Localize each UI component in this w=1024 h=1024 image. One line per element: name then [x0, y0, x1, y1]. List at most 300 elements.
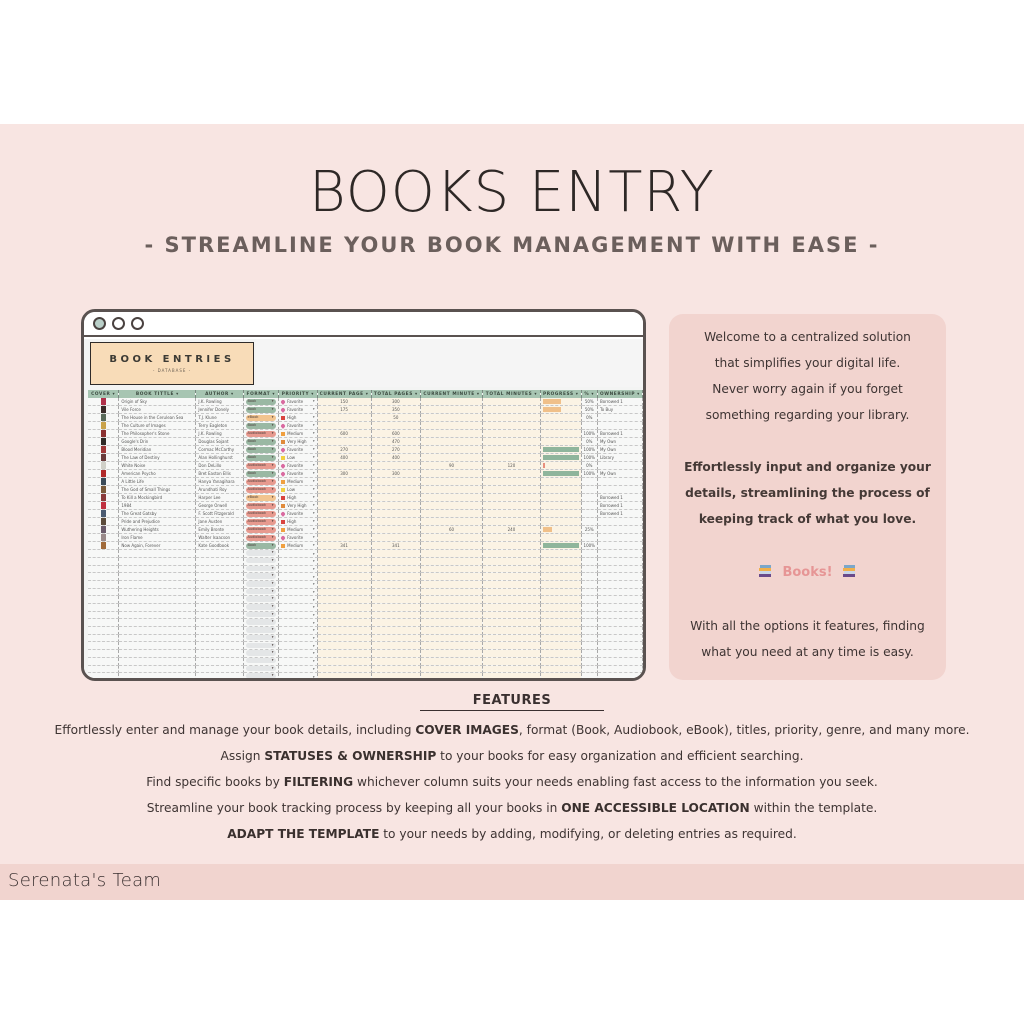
- empty-cell[interactable]: [421, 557, 483, 565]
- format-cell[interactable]: [243, 438, 279, 446]
- empty-cell[interactable]: [119, 634, 196, 642]
- empty-cell[interactable]: [581, 634, 597, 642]
- empty-cell[interactable]: [482, 550, 540, 558]
- empty-table-row[interactable]: [88, 604, 643, 612]
- chevron-down-icon[interactable]: ▾: [312, 620, 315, 625]
- empty-cell[interactable]: [371, 657, 421, 665]
- empty-cell[interactable]: [421, 573, 483, 581]
- empty-cell[interactable]: [581, 565, 597, 573]
- empty-cell[interactable]: [597, 650, 642, 658]
- empty-cell[interactable]: [541, 557, 582, 565]
- total-pages-cell[interactable]: 350: [371, 406, 421, 414]
- current-minute-cell[interactable]: [421, 478, 483, 486]
- empty-cell[interactable]: [279, 596, 317, 604]
- total-minutes-cell[interactable]: 240: [482, 526, 540, 534]
- empty-cell[interactable]: [119, 565, 196, 573]
- format-cell[interactable]: [243, 534, 279, 542]
- total-pages-cell[interactable]: [371, 510, 421, 518]
- table-row[interactable]: [88, 486, 643, 494]
- ownership-cell[interactable]: Borrowed 1: [597, 502, 642, 510]
- empty-cell[interactable]: [119, 642, 196, 650]
- author-cell[interactable]: Alan Hollinghurst: [196, 454, 243, 462]
- empty-cell[interactable]: [88, 604, 119, 612]
- author-cell[interactable]: Emily Bronte: [196, 526, 243, 534]
- format-cell[interactable]: [243, 518, 279, 526]
- column-header-current-minute[interactable]: CURRENT MINUTE ▾: [421, 390, 483, 398]
- empty-cell[interactable]: [317, 673, 371, 679]
- empty-cell[interactable]: [541, 665, 582, 673]
- window-maximize-button[interactable]: [131, 317, 144, 330]
- format-cell[interactable]: [243, 526, 279, 534]
- empty-cell[interactable]: [482, 642, 540, 650]
- format-dropdown[interactable]: Audiobook ▾: [246, 535, 276, 541]
- format-dropdown[interactable]: Audiobook ▾: [246, 503, 276, 509]
- empty-cell[interactable]: [279, 619, 317, 627]
- title-cell[interactable]: Origin of Sky: [119, 398, 196, 406]
- title-cell[interactable]: Pride and Prejudice: [119, 518, 196, 526]
- format-dropdown[interactable]: [246, 650, 276, 656]
- ownership-cell[interactable]: Borrowed 1: [597, 494, 642, 502]
- empty-cell[interactable]: [597, 657, 642, 665]
- priority-cell[interactable]: [279, 398, 317, 406]
- empty-cell[interactable]: [597, 673, 642, 679]
- column-header-cover[interactable]: COVER ▾: [88, 390, 119, 398]
- empty-cell[interactable]: [243, 657, 279, 665]
- empty-cell[interactable]: [88, 627, 119, 635]
- title-cell[interactable]: White Noise: [119, 462, 196, 470]
- empty-cell[interactable]: [317, 565, 371, 573]
- current-minute-cell[interactable]: 60: [421, 526, 483, 534]
- priority-cell[interactable]: [279, 454, 317, 462]
- total-pages-cell[interactable]: [371, 526, 421, 534]
- empty-cell[interactable]: [371, 611, 421, 619]
- empty-cell[interactable]: [119, 573, 196, 581]
- empty-cell[interactable]: [88, 588, 119, 596]
- ownership-cell[interactable]: [597, 518, 642, 526]
- empty-cell[interactable]: [317, 642, 371, 650]
- empty-cell[interactable]: [243, 565, 279, 573]
- current-page-cell[interactable]: 300: [317, 470, 371, 478]
- empty-table-row[interactable]: [88, 619, 643, 627]
- empty-table-row[interactable]: [88, 634, 643, 642]
- empty-cell[interactable]: [541, 642, 582, 650]
- format-dropdown[interactable]: Book ▾: [246, 439, 276, 445]
- empty-cell[interactable]: [279, 657, 317, 665]
- empty-cell[interactable]: [597, 642, 642, 650]
- author-cell[interactable]: Harper Lee: [196, 494, 243, 502]
- total-minutes-cell[interactable]: [482, 430, 540, 438]
- author-cell[interactable]: Walter Isaacson: [196, 534, 243, 542]
- table-row[interactable]: [88, 542, 643, 550]
- empty-table-row[interactable]: [88, 580, 643, 588]
- chevron-down-icon[interactable]: ▾: [312, 628, 315, 633]
- empty-cell[interactable]: [119, 665, 196, 673]
- current-minute-cell[interactable]: [421, 422, 483, 430]
- empty-cell[interactable]: [119, 550, 196, 558]
- total-minutes-cell[interactable]: 120: [482, 462, 540, 470]
- empty-table-row[interactable]: [88, 642, 643, 650]
- priority-cell[interactable]: [279, 414, 317, 422]
- empty-cell[interactable]: [421, 550, 483, 558]
- table-row[interactable]: [88, 422, 643, 430]
- author-cell[interactable]: Terry Eagleton: [196, 422, 243, 430]
- empty-cell[interactable]: [243, 550, 279, 558]
- column-header-progress[interactable]: PROGRESS ▾: [541, 390, 582, 398]
- priority-cell[interactable]: [279, 526, 317, 534]
- empty-cell[interactable]: [317, 611, 371, 619]
- current-minute-cell[interactable]: 90: [421, 462, 483, 470]
- format-cell[interactable]: [243, 494, 279, 502]
- empty-cell[interactable]: [541, 673, 582, 679]
- chevron-down-icon[interactable]: ▾: [312, 463, 315, 468]
- priority-cell[interactable]: [279, 478, 317, 486]
- empty-table-row[interactable]: [88, 650, 643, 658]
- chevron-down-icon[interactable]: ▾: [312, 574, 315, 579]
- empty-cell[interactable]: [421, 580, 483, 588]
- format-dropdown[interactable]: [246, 643, 276, 649]
- empty-cell[interactable]: [482, 604, 540, 612]
- empty-cell[interactable]: [581, 588, 597, 596]
- total-minutes-cell[interactable]: [482, 398, 540, 406]
- format-dropdown[interactable]: Audiobook ▾: [246, 511, 276, 517]
- priority-cell[interactable]: [279, 502, 317, 510]
- chevron-down-icon[interactable]: ▾: [312, 543, 315, 548]
- empty-cell[interactable]: [279, 557, 317, 565]
- chevron-down-icon[interactable]: ▾: [312, 511, 315, 516]
- empty-cell[interactable]: [597, 580, 642, 588]
- empty-cell[interactable]: [243, 580, 279, 588]
- format-dropdown[interactable]: Audiobook ▾: [246, 487, 276, 493]
- format-cell[interactable]: [243, 478, 279, 486]
- current-page-cell[interactable]: [317, 510, 371, 518]
- format-dropdown[interactable]: [246, 596, 276, 602]
- current-page-cell[interactable]: [317, 462, 371, 470]
- empty-cell[interactable]: [88, 550, 119, 558]
- format-cell[interactable]: [243, 510, 279, 518]
- total-minutes-cell[interactable]: [482, 510, 540, 518]
- empty-cell[interactable]: [119, 657, 196, 665]
- empty-cell[interactable]: [421, 588, 483, 596]
- current-minute-cell[interactable]: [421, 470, 483, 478]
- title-cell[interactable]: The Law of Destiny: [119, 454, 196, 462]
- author-cell[interactable]: Douglas Sojant: [196, 438, 243, 446]
- empty-cell[interactable]: [482, 557, 540, 565]
- title-cell[interactable]: Blood Meridian: [119, 446, 196, 454]
- empty-cell[interactable]: [581, 611, 597, 619]
- current-page-cell[interactable]: [317, 494, 371, 502]
- title-cell[interactable]: Vile Force: [119, 406, 196, 414]
- empty-cell[interactable]: [119, 580, 196, 588]
- chevron-down-icon[interactable]: ▾: [312, 589, 315, 594]
- empty-cell[interactable]: [317, 604, 371, 612]
- empty-cell[interactable]: [196, 619, 243, 627]
- chevron-down-icon[interactable]: ▾: [312, 551, 315, 556]
- empty-cell[interactable]: [421, 665, 483, 673]
- chevron-down-icon[interactable]: ▾: [312, 636, 315, 641]
- chevron-down-icon[interactable]: ▾: [312, 535, 315, 540]
- table-row[interactable]: [88, 526, 643, 534]
- current-minute-cell[interactable]: [421, 542, 483, 550]
- empty-cell[interactable]: [597, 550, 642, 558]
- empty-cell[interactable]: [541, 657, 582, 665]
- format-cell[interactable]: [243, 446, 279, 454]
- column-header-format[interactable]: FORMAT ▾: [243, 390, 279, 398]
- total-minutes-cell[interactable]: [482, 502, 540, 510]
- current-minute-cell[interactable]: [421, 510, 483, 518]
- empty-cell[interactable]: [196, 573, 243, 581]
- total-pages-cell[interactable]: 270: [371, 446, 421, 454]
- column-header-total-minutes[interactable]: TOTAL MINUTES ▾: [482, 390, 540, 398]
- empty-cell[interactable]: [279, 673, 317, 679]
- current-page-cell[interactable]: [317, 438, 371, 446]
- empty-cell[interactable]: [597, 565, 642, 573]
- format-dropdown[interactable]: Book ▾: [246, 447, 276, 453]
- total-pages-cell[interactable]: [371, 486, 421, 494]
- current-page-cell[interactable]: 600: [317, 430, 371, 438]
- chevron-down-icon[interactable]: ▾: [312, 566, 315, 571]
- empty-table-row[interactable]: [88, 627, 643, 635]
- priority-cell[interactable]: [279, 518, 317, 526]
- current-page-cell[interactable]: [317, 486, 371, 494]
- format-dropdown[interactable]: [246, 666, 276, 672]
- empty-cell[interactable]: [196, 665, 243, 673]
- author-cell[interactable]: Kate Goodbook: [196, 542, 243, 550]
- current-page-cell[interactable]: [317, 478, 371, 486]
- total-minutes-cell[interactable]: [482, 454, 540, 462]
- current-page-cell[interactable]: [317, 414, 371, 422]
- format-dropdown[interactable]: eBook ▾: [246, 415, 276, 421]
- current-minute-cell[interactable]: [421, 502, 483, 510]
- empty-cell[interactable]: [88, 573, 119, 581]
- empty-cell[interactable]: [196, 596, 243, 604]
- empty-cell[interactable]: [88, 557, 119, 565]
- title-cell[interactable]: 1984: [119, 502, 196, 510]
- empty-cell[interactable]: [597, 619, 642, 627]
- empty-cell[interactable]: [279, 634, 317, 642]
- empty-cell[interactable]: [196, 673, 243, 679]
- empty-cell[interactable]: [597, 634, 642, 642]
- total-pages-cell[interactable]: [371, 494, 421, 502]
- empty-cell[interactable]: [196, 642, 243, 650]
- empty-table-row[interactable]: [88, 573, 643, 581]
- format-cell[interactable]: [243, 422, 279, 430]
- empty-cell[interactable]: [482, 650, 540, 658]
- current-minute-cell[interactable]: [421, 486, 483, 494]
- column-header--[interactable]: % ▾: [581, 390, 597, 398]
- empty-cell[interactable]: [421, 596, 483, 604]
- title-cell[interactable]: A Little Life: [119, 478, 196, 486]
- format-dropdown[interactable]: [246, 566, 276, 572]
- empty-cell[interactable]: [581, 573, 597, 581]
- format-dropdown[interactable]: Audiobook ▾: [246, 463, 276, 469]
- empty-cell[interactable]: [371, 596, 421, 604]
- author-cell[interactable]: Hanya Yanagihara: [196, 478, 243, 486]
- current-page-cell[interactable]: [317, 502, 371, 510]
- priority-cell[interactable]: [279, 430, 317, 438]
- empty-cell[interactable]: [421, 565, 483, 573]
- empty-cell[interactable]: [243, 634, 279, 642]
- author-cell[interactable]: J.K. Rowling: [196, 430, 243, 438]
- empty-cell[interactable]: [541, 550, 582, 558]
- table-row[interactable]: [88, 510, 643, 518]
- empty-cell[interactable]: [371, 673, 421, 679]
- chevron-down-icon[interactable]: ▾: [312, 471, 315, 476]
- chevron-down-icon[interactable]: ▾: [312, 582, 315, 587]
- format-dropdown[interactable]: Book ▾: [246, 423, 276, 429]
- format-dropdown[interactable]: Audiobook ▾: [246, 479, 276, 485]
- author-cell[interactable]: Cormac McCarthy: [196, 446, 243, 454]
- total-minutes-cell[interactable]: [482, 486, 540, 494]
- empty-cell[interactable]: [421, 611, 483, 619]
- total-minutes-cell[interactable]: [482, 438, 540, 446]
- empty-cell[interactable]: [581, 650, 597, 658]
- empty-cell[interactable]: [279, 665, 317, 673]
- ownership-cell[interactable]: Library: [597, 454, 642, 462]
- chevron-down-icon[interactable]: ▾: [312, 519, 315, 524]
- current-page-cell[interactable]: 150: [317, 398, 371, 406]
- empty-cell[interactable]: [581, 665, 597, 673]
- chevron-down-icon[interactable]: ▾: [312, 666, 315, 671]
- current-page-cell[interactable]: [317, 526, 371, 534]
- empty-cell[interactable]: [482, 627, 540, 635]
- empty-cell[interactable]: [541, 627, 582, 635]
- total-minutes-cell[interactable]: [482, 494, 540, 502]
- current-page-cell[interactable]: [317, 518, 371, 526]
- empty-cell[interactable]: [88, 611, 119, 619]
- total-pages-cell[interactable]: [371, 462, 421, 470]
- empty-cell[interactable]: [371, 580, 421, 588]
- empty-cell[interactable]: [243, 673, 279, 679]
- table-row[interactable]: [88, 534, 643, 542]
- empty-cell[interactable]: [317, 588, 371, 596]
- chevron-down-icon[interactable]: ▾: [312, 503, 315, 508]
- empty-cell[interactable]: [196, 550, 243, 558]
- author-cell[interactable]: Jennifer Donely: [196, 406, 243, 414]
- empty-table-row[interactable]: [88, 673, 643, 679]
- empty-cell[interactable]: [597, 573, 642, 581]
- empty-cell[interactable]: [243, 588, 279, 596]
- empty-cell[interactable]: [279, 588, 317, 596]
- format-dropdown[interactable]: [246, 573, 276, 579]
- current-page-cell[interactable]: 400: [317, 454, 371, 462]
- empty-cell[interactable]: [88, 565, 119, 573]
- total-pages-cell[interactable]: 50: [371, 414, 421, 422]
- empty-cell[interactable]: [243, 596, 279, 604]
- chevron-down-icon[interactable]: ▾: [312, 407, 315, 412]
- title-cell[interactable]: Google's Drin: [119, 438, 196, 446]
- empty-cell[interactable]: [88, 619, 119, 627]
- title-cell[interactable]: The Philosopher's Stone: [119, 430, 196, 438]
- chevron-down-icon[interactable]: ▾: [312, 439, 315, 444]
- empty-cell[interactable]: [279, 550, 317, 558]
- total-pages-cell[interactable]: [371, 422, 421, 430]
- ownership-cell[interactable]: [597, 422, 642, 430]
- window-minimize-button[interactable]: [112, 317, 125, 330]
- current-page-cell[interactable]: 175: [317, 406, 371, 414]
- priority-cell[interactable]: [279, 510, 317, 518]
- empty-cell[interactable]: [581, 619, 597, 627]
- table-row[interactable]: [88, 438, 643, 446]
- empty-table-row[interactable]: [88, 565, 643, 573]
- title-cell[interactable]: Now Again, Forever: [119, 542, 196, 550]
- empty-cell[interactable]: [371, 588, 421, 596]
- chevron-down-icon[interactable]: ▾: [312, 495, 315, 500]
- empty-cell[interactable]: [597, 596, 642, 604]
- empty-cell[interactable]: [279, 580, 317, 588]
- current-minute-cell[interactable]: [421, 430, 483, 438]
- ownership-cell[interactable]: [597, 478, 642, 486]
- chevron-down-icon[interactable]: ▾: [312, 613, 315, 618]
- empty-cell[interactable]: [119, 627, 196, 635]
- priority-cell[interactable]: [279, 422, 317, 430]
- empty-cell[interactable]: [243, 604, 279, 612]
- empty-cell[interactable]: [243, 665, 279, 673]
- empty-cell[interactable]: [196, 634, 243, 642]
- empty-cell[interactable]: [88, 665, 119, 673]
- chevron-down-icon[interactable]: ▾: [312, 431, 315, 436]
- chevron-down-icon[interactable]: ▾: [312, 659, 315, 664]
- table-row[interactable]: [88, 502, 643, 510]
- empty-cell[interactable]: [421, 627, 483, 635]
- table-row[interactable]: [88, 518, 643, 526]
- column-header-ownership[interactable]: OWNERSHIP ▾: [597, 390, 642, 398]
- chevron-down-icon[interactable]: ▾: [312, 643, 315, 648]
- empty-cell[interactable]: [243, 650, 279, 658]
- table-row[interactable]: [88, 414, 643, 422]
- empty-cell[interactable]: [119, 596, 196, 604]
- empty-cell[interactable]: [279, 611, 317, 619]
- priority-cell[interactable]: [279, 446, 317, 454]
- ownership-cell[interactable]: [597, 486, 642, 494]
- empty-cell[interactable]: [541, 596, 582, 604]
- format-dropdown[interactable]: Audiobook ▾: [246, 527, 276, 533]
- format-dropdown[interactable]: Book ▾: [246, 543, 276, 549]
- empty-cell[interactable]: [597, 604, 642, 612]
- empty-cell[interactable]: [482, 611, 540, 619]
- format-dropdown[interactable]: Book ▾: [246, 471, 276, 477]
- format-dropdown[interactable]: Book ▾: [246, 407, 276, 413]
- format-cell[interactable]: [243, 462, 279, 470]
- format-dropdown[interactable]: [246, 558, 276, 564]
- ownership-cell[interactable]: Borrowed 1: [597, 510, 642, 518]
- empty-cell[interactable]: [317, 573, 371, 581]
- empty-cell[interactable]: [196, 604, 243, 612]
- empty-cell[interactable]: [371, 634, 421, 642]
- empty-cell[interactable]: [482, 580, 540, 588]
- empty-cell[interactable]: [371, 619, 421, 627]
- total-minutes-cell[interactable]: [482, 478, 540, 486]
- chevron-down-icon[interactable]: ▾: [312, 415, 315, 420]
- empty-cell[interactable]: [88, 634, 119, 642]
- ownership-cell[interactable]: [597, 414, 642, 422]
- table-row[interactable]: [88, 494, 643, 502]
- format-cell[interactable]: [243, 414, 279, 422]
- empty-cell[interactable]: [317, 557, 371, 565]
- current-page-cell[interactable]: 270: [317, 446, 371, 454]
- empty-cell[interactable]: [196, 580, 243, 588]
- empty-cell[interactable]: [541, 580, 582, 588]
- current-minute-cell[interactable]: [421, 518, 483, 526]
- empty-cell[interactable]: [88, 673, 119, 679]
- empty-cell[interactable]: [581, 557, 597, 565]
- total-pages-cell[interactable]: 300: [371, 470, 421, 478]
- empty-cell[interactable]: [119, 611, 196, 619]
- empty-cell[interactable]: [581, 596, 597, 604]
- table-row[interactable]: [88, 470, 643, 478]
- total-minutes-cell[interactable]: [482, 534, 540, 542]
- title-cell[interactable]: The House in the Cerulean Sea: [119, 414, 196, 422]
- author-cell[interactable]: J.K. Rowling: [196, 398, 243, 406]
